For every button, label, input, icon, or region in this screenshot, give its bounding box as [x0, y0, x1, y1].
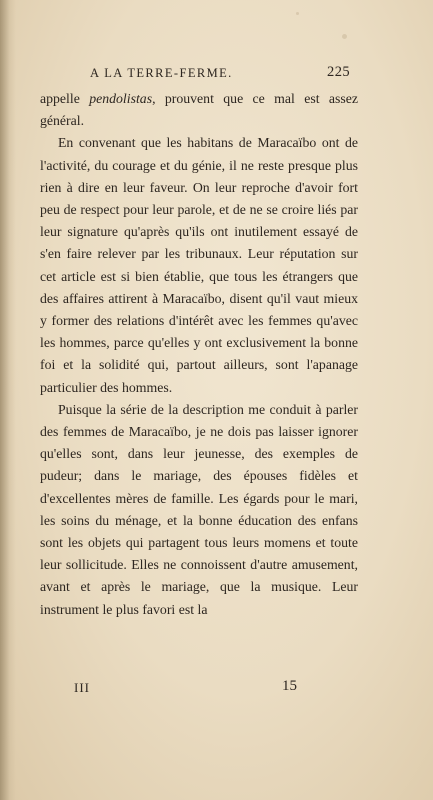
page-number: 225	[327, 64, 350, 80]
text-run: , prouvent que ce mal est assez général.	[40, 91, 358, 129]
running-head	[64, 64, 352, 84]
spine-shadow	[0, 0, 16, 800]
paragraph: Puisque la série de la description me conduit à parler des femmes de Maracaïbo, je ne dois pas laisser ignorer qu'elles sont, dans leur jeunesse, des exemples de pudeur; dans le mariage, des épouses fidèles et d'excellentes mères de famille. Les égards pour le mari, les soins du ménage, et la bonne éducation des enfans sont les objets qui partagent tous leurs momens et toute leur sollicitude. Elles ne connoissent d'autre amusement, avant et après le mariage, que la musique. Leur instrument le plus favori est la	[40, 401, 358, 617]
paper-spot	[296, 12, 299, 15]
italic-term: pendolistas	[89, 91, 153, 106]
paragraph-continuation	[40, 88, 358, 132]
paragraph: En convenant que les habitans de Maracaïbo ont de l'activité, du courage et du génie, il ne reste presque plus rien à dire en leur faveur. On leur reproche d'avoir fort peu de respect pour leur parole, et de ne se croire liés par leur signature qu'après qu'ils ont inutilement essayé de s'en faire relever par les tribunaux. Leur réputation sur cet article est si bien établie, que tous les étrangers que des affaires attirent à Maracaïbo, disent qu'il vaut mieux y former des relations d'intérêt avec les femmes qu'avec les hommes, parce qu'elles y ont exclusivement la bonne foi et la solidité qui, partout ailleurs, sont l'apanage particulier des hommes.	[40, 135, 358, 395]
text-run: appelle	[40, 91, 90, 106]
paper-spot	[342, 34, 347, 39]
signature-mark: 15	[282, 678, 297, 694]
body-text	[40, 88, 358, 621]
volume-mark: III	[74, 680, 90, 695]
running-title: A LA TERRE-FERME.	[90, 66, 233, 80]
page-footer	[64, 680, 334, 700]
